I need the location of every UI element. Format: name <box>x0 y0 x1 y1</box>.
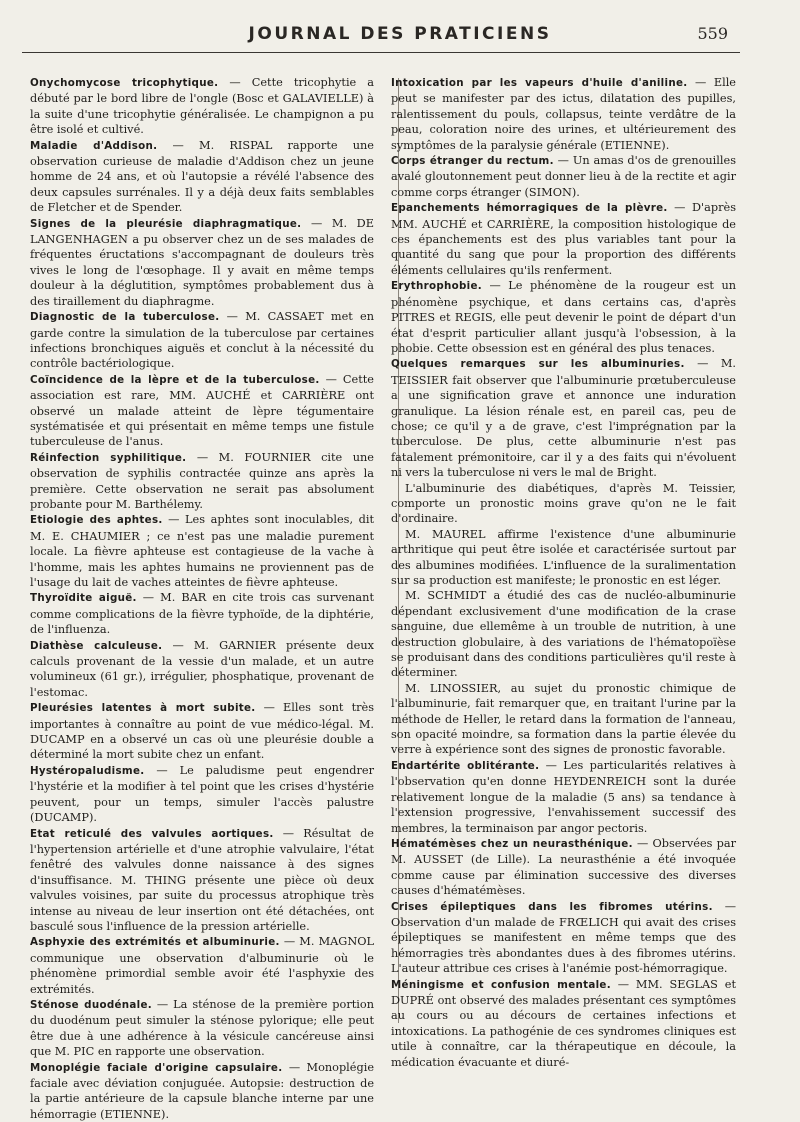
entry-asphyxie <box>30 934 374 997</box>
entry-title: Réinfection syphilitique. <box>30 451 187 464</box>
entry-body: — La sténose de la première portion du duodénum peut simuler la sténose pylorique; elle peut être due à une adhérence à la vésicule cancéreuse ainsi que M. PIC en rapporte une observation. <box>30 997 374 1059</box>
entry-diathese <box>30 638 374 701</box>
entry-body: — Elle peut se manifester par des ictus, dilatation des pupilles, ralentissement du pouls, collapsus, teinte verdâtre de la peau, coloration noire des urines, et ultérieurement des symptômes de la paralysie générale (ETIENNE). <box>391 76 736 152</box>
page-header <box>0 22 800 52</box>
entry-title: Diathèse calculeuse. <box>30 639 163 652</box>
entry-body: — MM. SEGLAS et DUPRÉ ont observé des malades présentant ces symptômes au cours ou au décours de certaines infections et intoxications. La pathogénie de ces syndromes cliniques est utile à connaître, car la thérapeutique en découle, la médication évacuante et diuré- <box>391 977 736 1069</box>
entry-body: — M. FOURNIER cite une observation de syphilis contractée quinze ans après la première. Cette observation ne serait pas absolument probante pour M. Barthélemy. <box>30 450 374 511</box>
entry-title: Quelques remarques sur les albuminuries. <box>391 358 685 371</box>
page-number: 559 <box>697 24 728 43</box>
entry-body: — M. TEISSIER fait observer que l'albuminurie prœtuberculeuse a une signification grave et annonce une induration granulique. La lésion rénale est, en pareil cas, peu de chose; ce qu'il y a de grave, c'est l'imprégnation par la tuberculose. De plus, cette albuminurie n'est pas fatalement prémonitoire, car il y a des faits qui n'évoluent ni vers la tuberculose ni vers le mal de Bright. <box>391 357 736 480</box>
entry-title: Asphyxie des extrémités et albuminurie. <box>30 936 280 949</box>
entry-body: — Observées par M. AUSSET (de Lille). La neurasthénie a été invoquée comme cause par élimination successive des diverses causes d'hématémèses. <box>391 836 736 898</box>
entry-meningisme <box>391 977 736 1070</box>
entry-tuberculose <box>30 309 374 372</box>
entry-title: Maladie d'Addison. <box>30 139 158 152</box>
entry-thyroidite <box>30 590 374 637</box>
entry-pleuresie-diaphragmatique <box>30 216 374 309</box>
entry-body: — Monoplégie faciale avec déviation conjuguée. Autopsie: destruction de la partie antérieure de la capsule blanche interne par une hémorragie (ETIENNE). <box>30 1060 375 1121</box>
entry-title: Coïncidence de la lèpre et de la tuberculose. <box>30 373 320 386</box>
entry-crises-epileptiques <box>391 899 736 977</box>
entry-body: M. SCHMIDT a étudié des cas de nucléo-albuminurie dépendant exclusivement d'une modification de la crase sanguine, due ellemême à un trouble de nutrition, à une destruction globulaire, à des variations de l'hématopoïèse se produisant dans des conditions particulières qu'il reste à déterminer. <box>391 589 736 680</box>
entry-body: — Cette tricophytie a débuté par le bord libre de l'ongle (Bosc et GALAVIELLE) à la suite d'une tricophytie généralisée. Le champignon a pu être isolé et cultivé. <box>30 76 375 137</box>
entry-title: Onychomycose tricophytique. <box>30 77 219 89</box>
entry-body: — M. GARNIER présente deux calculs provenant de la vessie d'un malade, et un autre volumineux (61 gr.), irrégulier, phosphatique, provenant de l'estomac. <box>30 638 374 699</box>
entry-title: Méningisme et confusion mentale. <box>391 978 611 991</box>
entry-endarterite <box>391 758 736 836</box>
right-column <box>391 75 736 1070</box>
entry-aphtes <box>30 512 374 590</box>
entry-body: — M. DE LANGENHAGEN a pu observer chez un de ses malades de fréquentes éructations s'accompagnant de douleurs très vives le long de l'œsophage. Il y avait en même temps douleur à la déglutition, symptômes probablement dus à des tiraillement du diaphragme. <box>30 216 374 308</box>
entry-body: — M. BAR en cite trois cas survenant comme complications de la fièvre typhoïde, de la diphtérie, de l'influenza. <box>30 591 374 637</box>
entry-body: — Observation d'un malade de FRŒLICH qui avait des crises épileptiques se manifestent en même temps que des hémorragies très abondantes dues à des fibromes utérins. L'auteur attribue ces crises à l'anémie post-hémorragique. <box>391 899 737 976</box>
entry-body: — M. MAGNOL communique une observation d'albuminurie où le phénomène primordial semble avoir été l'asphyxie des extrémités. <box>30 935 374 996</box>
entry-aniline <box>391 75 736 153</box>
entry-title: Intoxication par les vapeurs d'huile d'aniline. <box>391 77 688 89</box>
paragraph-diabetiques <box>391 481 736 527</box>
entry-body: — Un amas d'os de grenouilles avalé gloutonnement peut donner lieu à de la rectite et agir comme corps étranger (SIMON). <box>391 154 736 199</box>
entry-body: — Le phénomène de la rougeur est un phénomène psychique, et dans certains cas, d'après PITRES et REGIS, elle peut devenir le point de départ d'un état d'esprit particulier allant jusqu'à l'obsession, à la phobie. Cette obsession est en général des plus tenaces. <box>391 279 736 355</box>
entry-valvules <box>30 826 374 935</box>
entry-erythrophobie <box>391 278 736 356</box>
entry-title: Erythrophobie. <box>391 280 482 293</box>
entry-title: Pleurésies latentes à mort subite. <box>30 702 256 715</box>
entry-body: — Les particularités relatives à l'observation qu'en donne HEYDENREICH sont la durée relativement longue de la maladie (5 ans) sa tendance à l'extension progressive, l'envahissement successif des membres, la terminaison par angor pectoris. <box>391 758 736 835</box>
entry-title: Etat reticulé des valvules aortiques. <box>30 827 274 840</box>
paragraph-maurel <box>391 527 736 589</box>
entry-onychomycose <box>30 75 374 138</box>
entry-addison <box>30 138 374 216</box>
entry-hysteropaludisme <box>30 763 374 826</box>
entry-title: Thyroïdite aiguë. <box>30 592 137 605</box>
entry-body: M. MAUREL affirme l'existence d'une albuminurie arthritique qui peut être isolée et caractérisée surtout par des albumines modifiées. L'influence de la suralimentation sur sa production est manifeste; le pronostic en est léger. <box>391 527 736 587</box>
entry-title: Corps étranger du rectum. <box>391 155 554 168</box>
entry-monoplegie <box>30 1060 374 1122</box>
entry-lepre <box>30 372 374 450</box>
entry-epanchements <box>391 200 736 278</box>
entry-title: Hématémèses chez un neurasthénique. <box>391 837 633 850</box>
entry-reinfection <box>30 450 374 513</box>
entry-title: Sténose duodénale. <box>30 998 152 1011</box>
entry-title: Diagnostic de la tuberculose. <box>30 311 220 324</box>
entry-body: M. LINOSSIER, au sujet du pronostic chimique de l'albuminurie, fait remarquer que, en traitant l'urine par la méthode de Heller, le retard dans la formation de l'anneau, son opacité moindre, sa formation dans la partie élevée du verre à expérience sont des signes de pronostic favorable. <box>391 681 736 757</box>
entry-hematemeses <box>391 836 736 899</box>
entry-pleuresies-latentes <box>30 700 374 763</box>
entry-albuminuries <box>391 356 736 480</box>
entry-body: — M. CASSAET met en garde contre la simulation de la tuberculose par certaines infections bronchiques aiguës et conclut à la nécessité du contrôle bactériologique. <box>30 310 374 371</box>
entry-body: — M. RISPAL rapporte une observation curieuse de maladie d'Addison chez un jeune homme de 24 ans, et où l'autopsie a révélé l'absence des deux capsules surrénales. Il y a déjà deux faits semblables de Fletcher et de Spender. <box>30 138 374 215</box>
journal-title: JOURNAL DES PRATICIENS <box>248 24 552 44</box>
entry-body: — Cette association est rare, MM. AUCHÉ et CARRIÈRE ont observé un malade atteint de lèpre tégumentaire systématisée et qui présentait en même temps une fistule tuberculeuse de l'anus. <box>30 372 374 449</box>
entry-title: Epanchements hémorragiques de la plèvre. <box>391 202 668 215</box>
entry-body: — D'après MM. AUCHÉ et CARRIÈRE, la composition histologique de ces épanchements est des plus variables tant pour la quantité du sang que pour la proportion des différents éléments cellulaires qu'ils renferment. <box>391 201 736 277</box>
entry-title: Crises épileptiques dans les fibromes utérins. <box>391 900 713 913</box>
paragraph-linossier <box>391 681 736 758</box>
entry-body: — Les aphtes sont inoculables, dit M. E. CHAUMIER ; ce n'est pas une maladie purement locale. La fièvre aphteuse est contagieuse de la vache à l'homme, mais les aphtes humains ne proviennent pas de l'usage du lait de vaches atteintes de fièvre aphteuse. <box>30 513 374 589</box>
entry-body: — Elles sont très importantes à connaître au point de vue médico-légal. M. DUCAMP en a observé un cas où une pleurésie double a déterminé la mort subite chez un enfant. <box>30 701 374 762</box>
entry-title: Hystéropaludisme. <box>30 764 145 777</box>
entry-title: Monoplégie faciale d'origine capsulaire. <box>30 1061 283 1074</box>
left-column <box>30 75 374 1122</box>
entry-stenose <box>30 997 374 1060</box>
entry-body: L'albuminurie des diabétiques, d'après M. Teissier, comporte un pronostic moins grave qu'on ne le fait d'ordinaire. <box>391 481 736 526</box>
entry-body: — Le paludisme peut engendrer l'hystérie et la modifier à tel point que les crises d'hystérie peuvent, pour un temps, simuler l'accès palustre (DUCAMP). <box>30 763 374 825</box>
entry-title: Endartérite oblitérante. <box>391 759 540 772</box>
entry-body: — Résultat de l'hypertension artérielle et d'une atrophie valvulaire, l'état fenêtré des valvules donne naissance à des signes d'insuffisance. M. THING présente une pièce où deux valvules voisines, par suite du processus atrophique très intense au niveau de leur insertion ont été détachées, ont basculé sous l'influence de la pression artérielle. <box>30 826 374 933</box>
paragraph-schmidt <box>391 588 736 680</box>
entry-title: Signes de la pleurésie diaphragmatique. <box>30 217 302 230</box>
header-rule <box>22 52 740 53</box>
entry-corps-etranger <box>391 153 736 200</box>
entry-title: Etiologie des aphtes. <box>30 514 163 527</box>
